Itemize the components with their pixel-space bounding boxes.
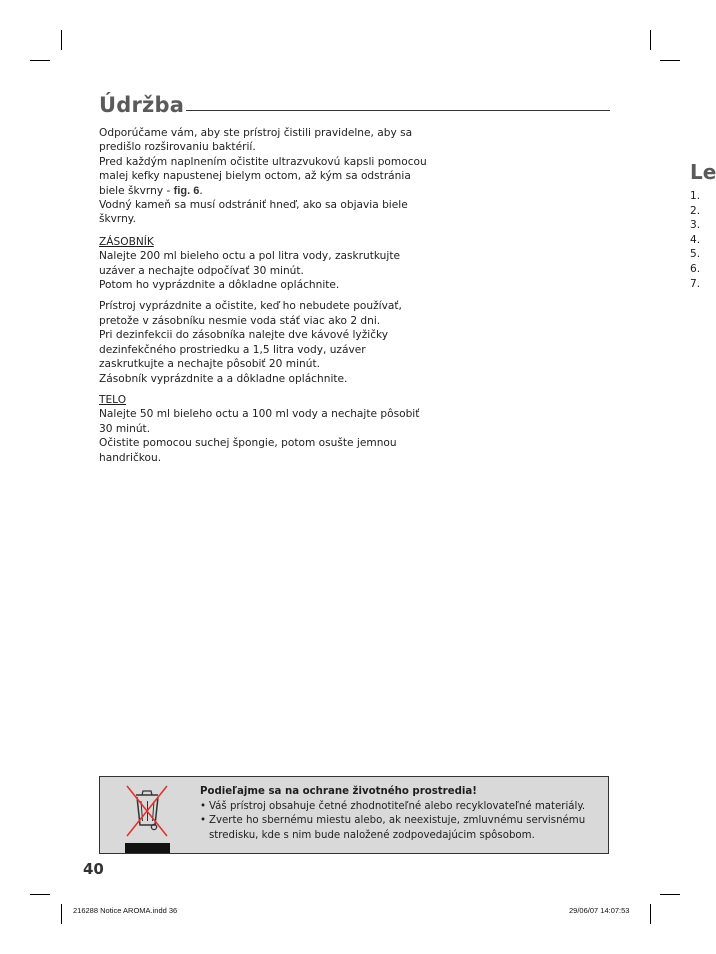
body-paragraph bbox=[99, 407, 449, 465]
text-line: Pri dezinfekcii do zásobníka nalejte dve kávové lyžičky bbox=[99, 329, 389, 342]
list-item-number: 7. bbox=[690, 277, 701, 290]
intro-line: Vodný kameň sa musí odstrániť hneď, ako sa objavia biele bbox=[99, 199, 408, 212]
bullet-text: Zverte ho sbernému miestu alebo, ak neexistuje, zmluvnému servisnému bbox=[209, 815, 586, 827]
intro-paragraph bbox=[99, 126, 449, 227]
list-item-number: 4. bbox=[690, 233, 701, 246]
spacer bbox=[99, 227, 449, 235]
crop-mark-bottom-left-horizontal bbox=[30, 894, 50, 895]
reservoir-paragraph-2 bbox=[99, 299, 449, 385]
figure-reference: fig. 6 bbox=[173, 184, 200, 197]
main-text bbox=[99, 126, 449, 465]
title-rule bbox=[186, 110, 610, 111]
list-item-number: 6. bbox=[690, 262, 701, 275]
crop-mark-bottom-right-horizontal bbox=[660, 894, 680, 895]
environment-bullet-item bbox=[200, 814, 600, 843]
print-footer-file: 216288 Notice AROMA.indd 36 bbox=[73, 906, 178, 915]
environment-notice-title: Podieľajme sa na ochrane životného prostredia! bbox=[200, 786, 477, 797]
intro-line-end: . bbox=[199, 184, 203, 197]
intro-line: Pred každým naplnením očistite ultrazvukovú kapsli pomocou bbox=[99, 155, 427, 168]
text-line: Nalejte 50 ml bieleho octu a 100 ml vody a nechajte pôsobiť bbox=[99, 408, 420, 421]
section-heading-body: TELO bbox=[99, 393, 127, 406]
text-line: dezinfekčného prostriedku a 1,5 litra vody, uzáver bbox=[99, 343, 366, 356]
text-line: 30 minút. bbox=[99, 422, 151, 435]
text-line: handričkou. bbox=[99, 451, 162, 464]
print-footer-datetime: 29/06/07 14:07:53 bbox=[569, 906, 630, 915]
intro-line: Odporúčame vám, aby ste prístroj čistili pravidelne, aby sa bbox=[99, 127, 413, 139]
text-line: uzáver a nechajte odpočívať 30 minút. bbox=[99, 264, 304, 277]
list-item-number: 3. bbox=[690, 219, 701, 232]
intro-line: malej kefky napustenej bielym octom, až kým sa odstránia bbox=[99, 170, 411, 183]
environment-notice-text bbox=[200, 785, 600, 843]
text-line: Očistite pomocou suchej špongie, potom osušte jemnou bbox=[99, 437, 397, 450]
crop-mark-top-left-horizontal bbox=[30, 60, 50, 61]
bin-underline-bar bbox=[125, 843, 170, 853]
spacer bbox=[99, 386, 449, 393]
crop-mark-top-right-horizontal bbox=[660, 60, 680, 61]
bullet-mark: • bbox=[200, 800, 207, 812]
bullet-text: stredisku, kde s nim bude naložené zodpovedajúcim spôsobom. bbox=[209, 829, 535, 841]
next-page-heading: Le bbox=[690, 160, 716, 184]
page-number: 40 bbox=[83, 860, 104, 878]
text-line: Prístroj vyprázdnite a očistite, keď ho nebudete používať, bbox=[99, 300, 402, 313]
crop-mark-top-left-vertical bbox=[61, 30, 62, 50]
section-heading-reservoir: ZÁSOBNÍK bbox=[99, 235, 154, 248]
intro-line-text: biele škvrny - bbox=[99, 184, 174, 197]
intro-line bbox=[99, 184, 449, 198]
page-title: Údržba bbox=[99, 93, 185, 117]
text-line: Zásobník vyprázdnite a a dôkladne opláchnite. bbox=[99, 372, 348, 385]
crop-mark-bottom-left-vertical bbox=[61, 904, 62, 924]
text-line: Nalejte 200 ml bieleho octu a pol litra vody, zaskrutkujte bbox=[99, 250, 401, 263]
text-line: pretože v zásobníku nesmie voda stáť viac ako 2 dni. bbox=[99, 314, 381, 327]
text-line: zaskrutkujte a nechajte pôsobiť 20 minút. bbox=[99, 358, 320, 371]
intro-line: škvrny. bbox=[99, 213, 136, 226]
list-item-number: 2. bbox=[690, 204, 701, 217]
list-item-number: 5. bbox=[690, 248, 701, 261]
next-page-fragment bbox=[690, 160, 716, 291]
intro-line: predišlo rozširovaniu baktérií. bbox=[99, 141, 256, 154]
reservoir-paragraph-1 bbox=[99, 249, 449, 292]
environment-notice-box bbox=[99, 776, 609, 854]
crop-mark-top-right-vertical bbox=[650, 30, 651, 50]
text-line: Potom ho vyprázdnite a dôkladne opláchnite. bbox=[99, 279, 340, 292]
bullet-text: Váš prístroj obsahuje četné zhodnotiteľné alebo recyklovateľné materiály. bbox=[209, 800, 586, 812]
list-item-number: 1. bbox=[690, 190, 701, 202]
spacer bbox=[99, 292, 449, 299]
environment-bullet-item bbox=[200, 800, 600, 815]
crop-mark-bottom-right-vertical bbox=[650, 904, 651, 924]
bullet-mark: • bbox=[200, 815, 207, 827]
